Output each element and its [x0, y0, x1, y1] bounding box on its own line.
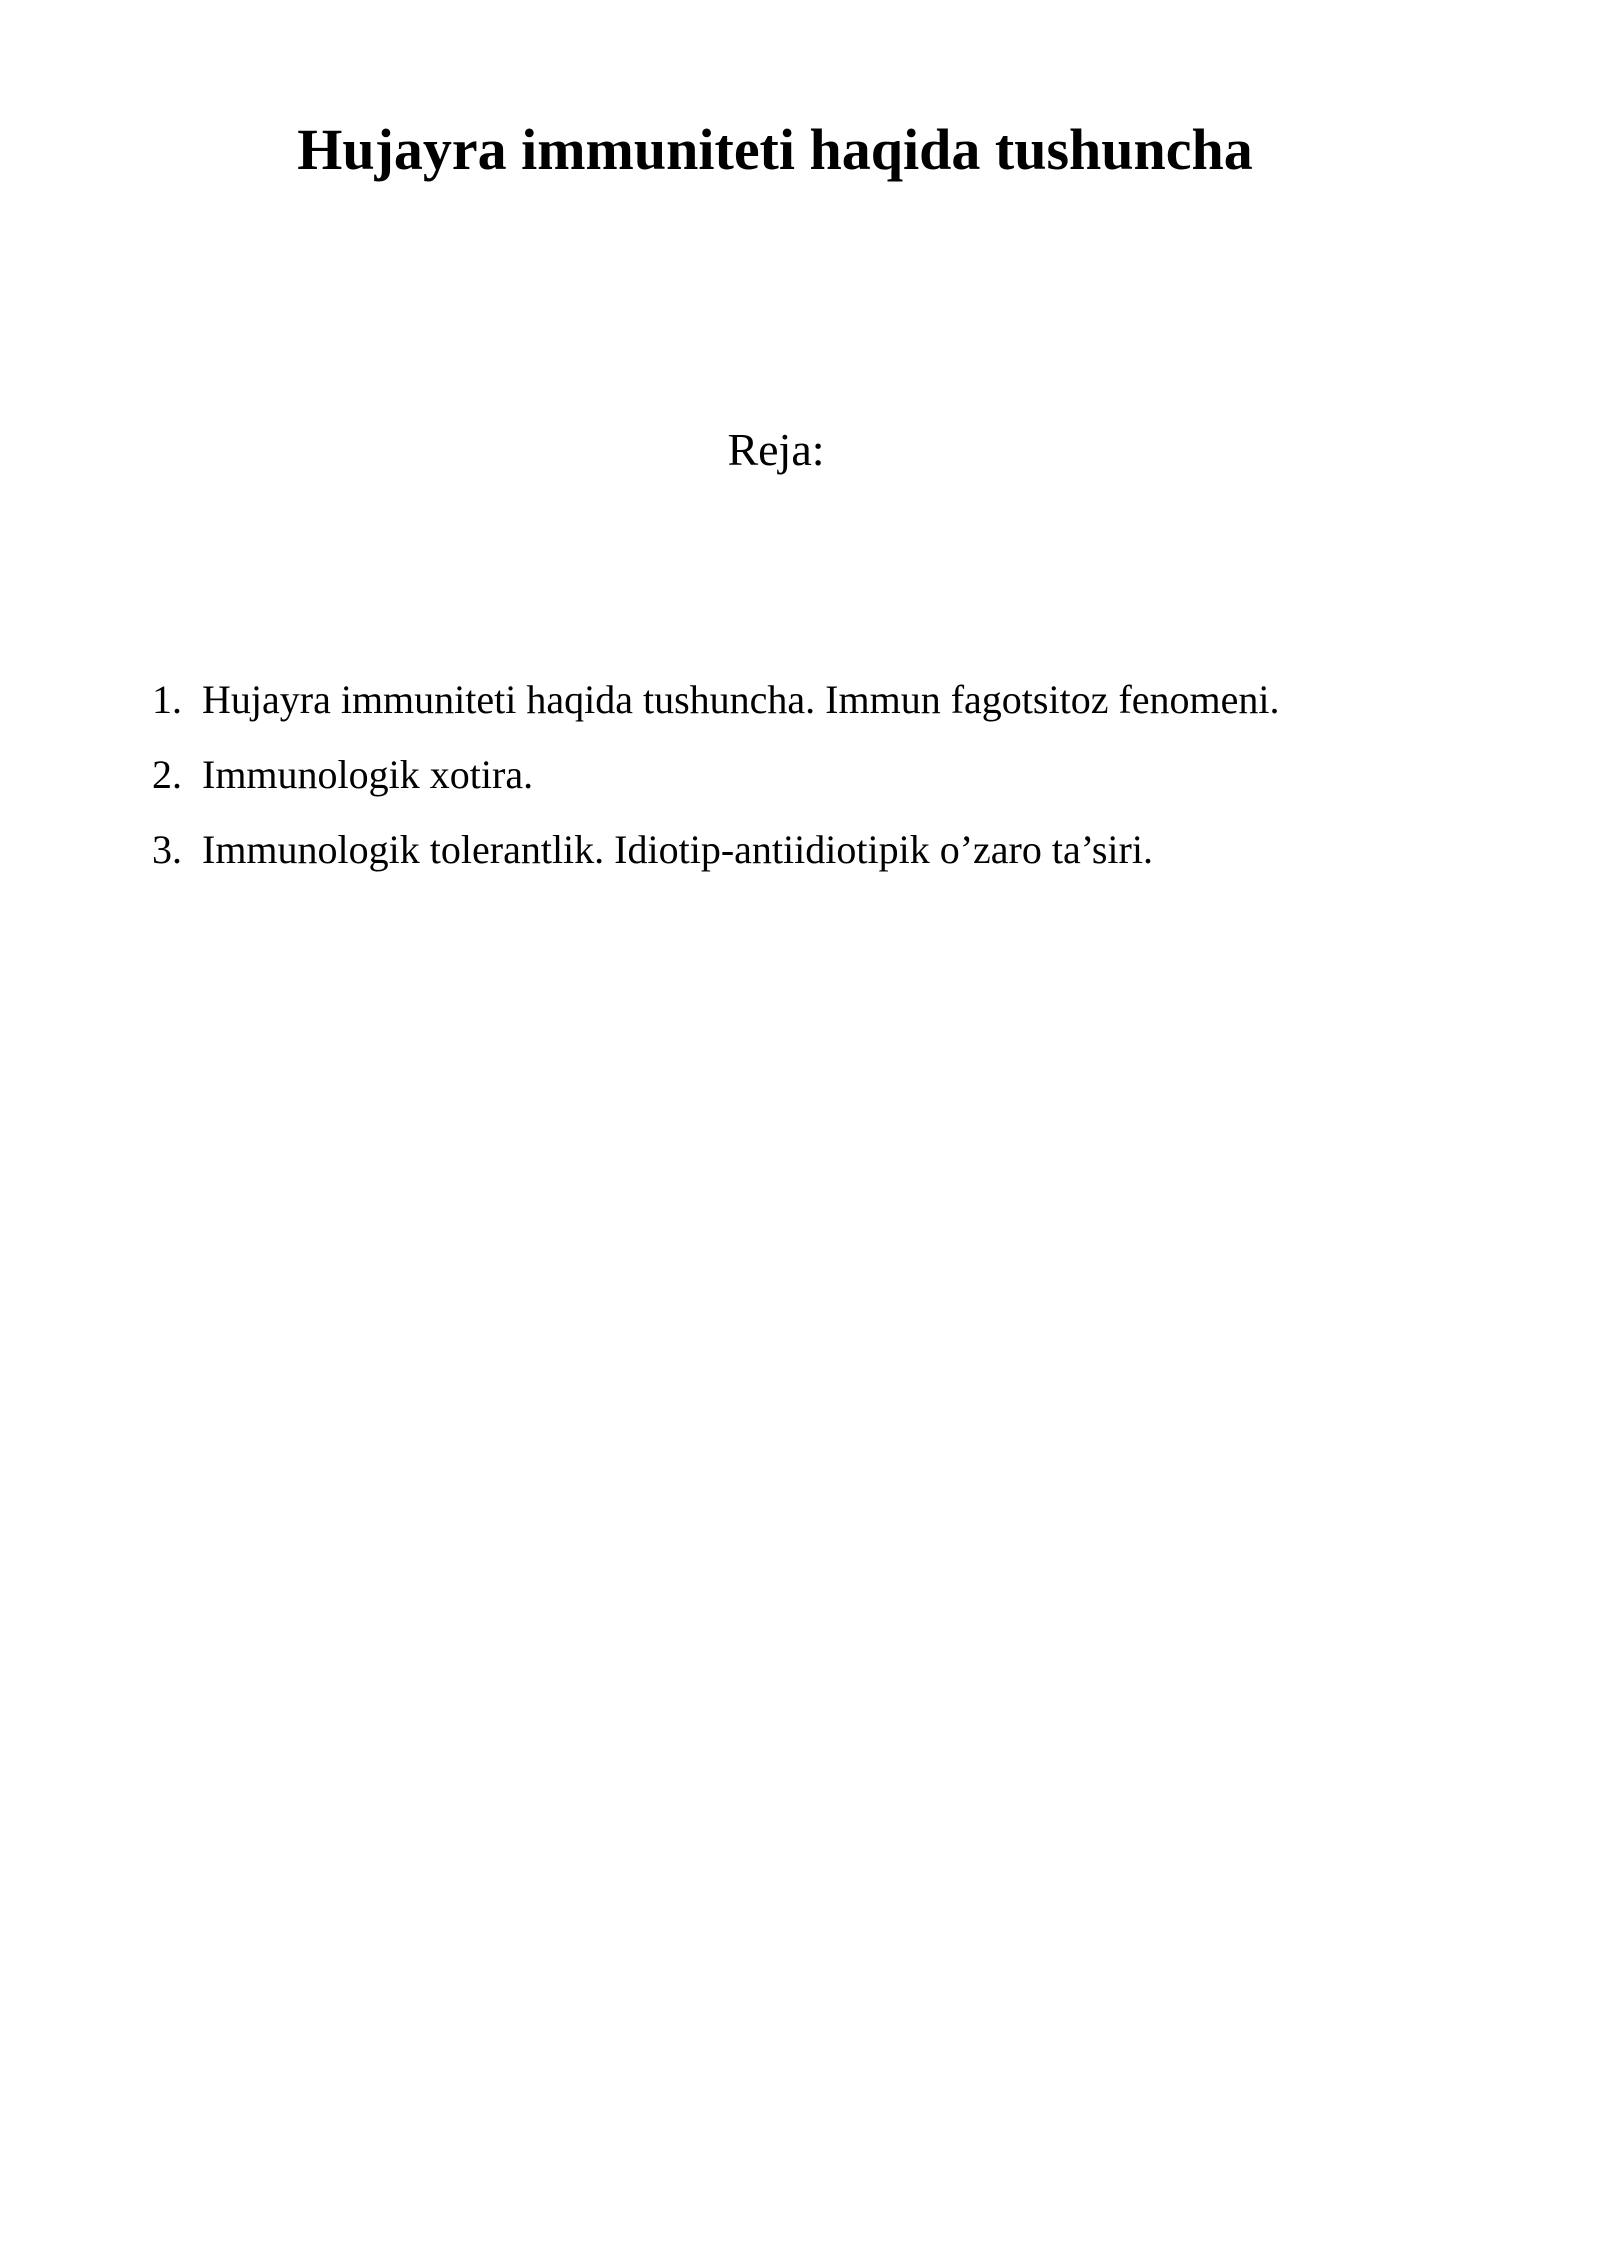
document-title: Hujayra immuniteti haqida tushuncha — [297, 117, 1253, 182]
plan-item-text: Hujayra immuniteti haqida tushuncha. Immun fagotsitoz fenomeni. — [202, 677, 1280, 722]
plan-list — [0, 670, 1600, 895]
plan-heading: Reja: — [727, 424, 825, 475]
plan-item-number: 2. — [152, 752, 182, 797]
plan-item-number: 3. — [152, 827, 182, 872]
plan-item — [0, 820, 1600, 895]
plan-item-number: 1. — [152, 677, 182, 722]
plan-item-text: Immunologik tolerantlik. Idiotip-antiidiotipik o’zaro ta’siri. — [202, 827, 1153, 872]
plan-item — [0, 745, 1600, 820]
plan-item-text: Immunologik xotira. — [202, 752, 534, 797]
plan-item — [0, 670, 1600, 745]
